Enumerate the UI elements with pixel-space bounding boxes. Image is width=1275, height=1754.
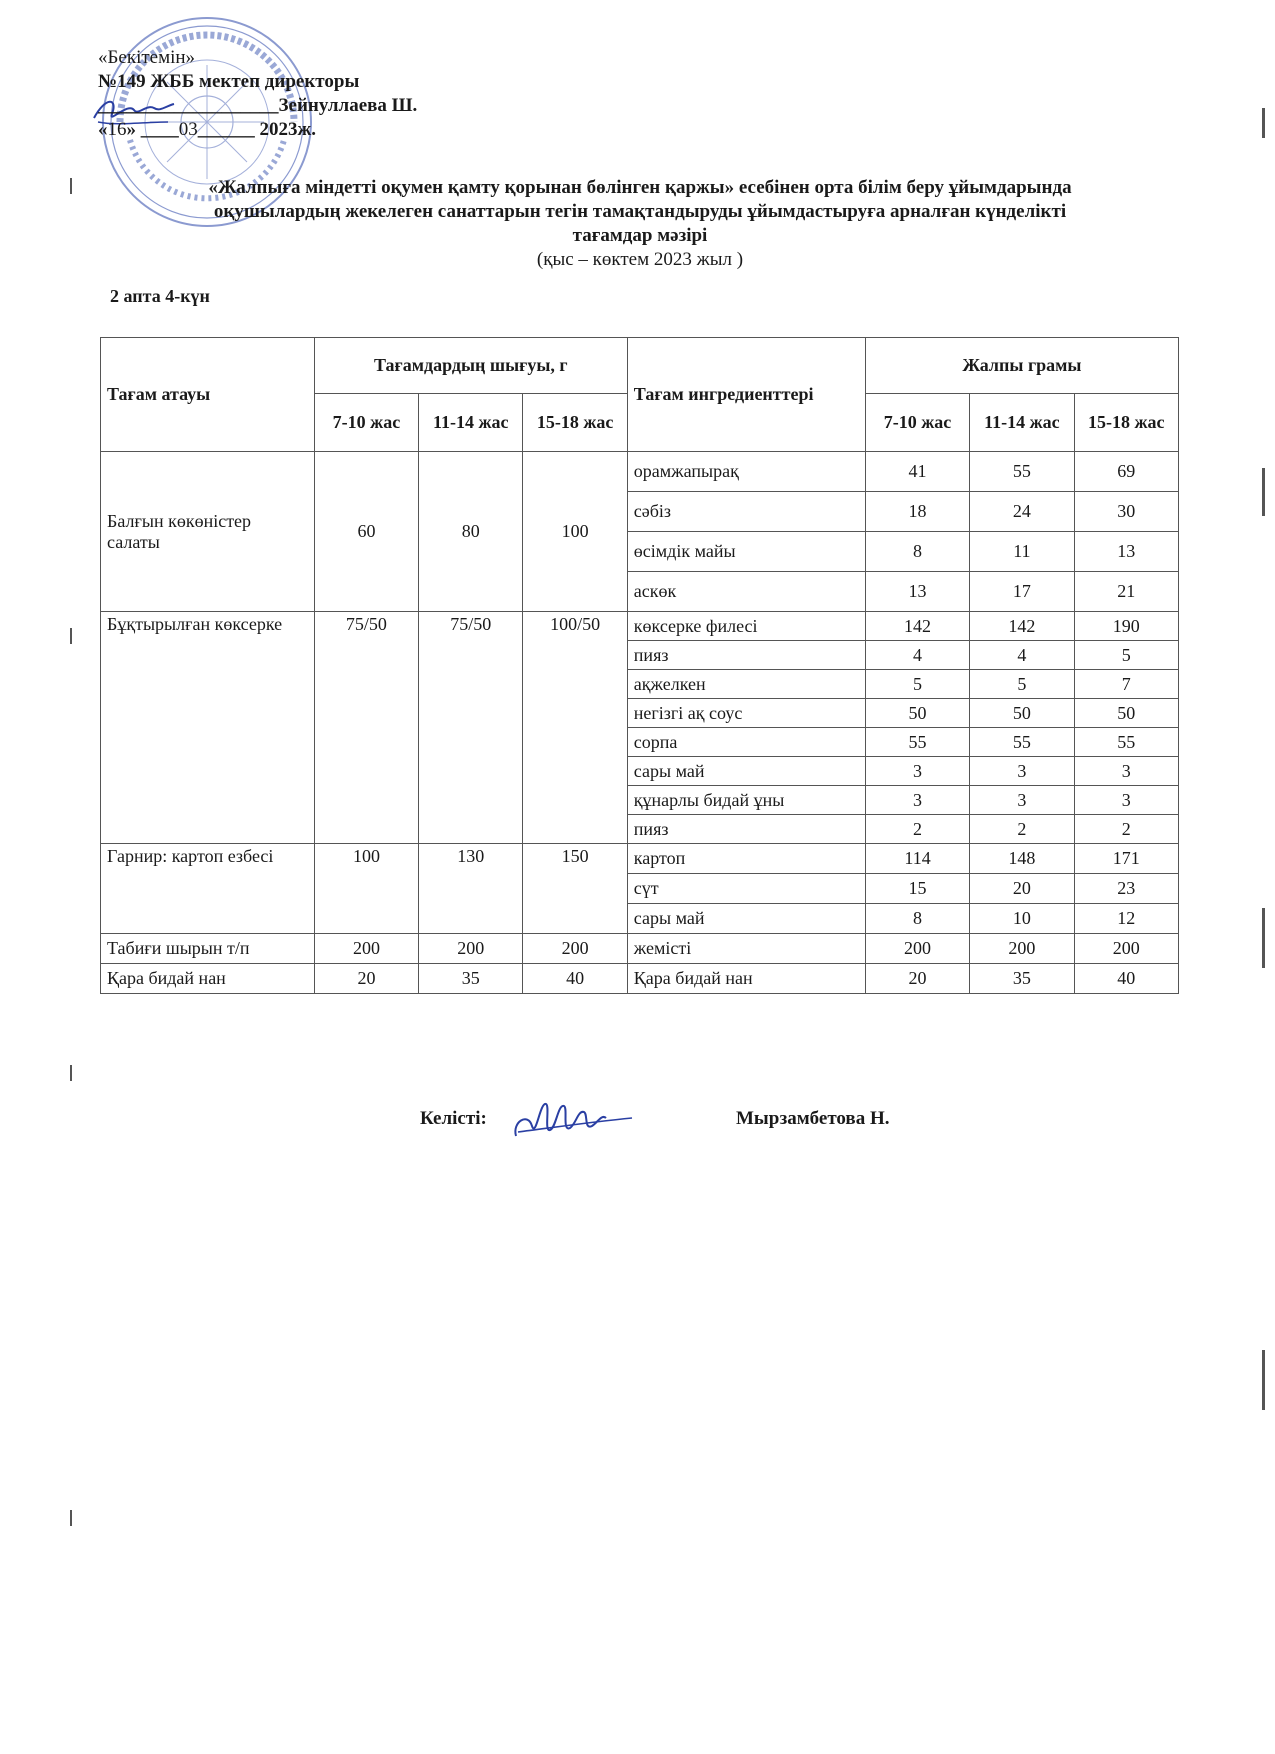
dish-output: 40: [523, 964, 627, 994]
header-output-age1: 7-10 жас: [314, 394, 418, 452]
ingredient-grams: 50: [865, 699, 969, 728]
dish-output: 200: [523, 934, 627, 964]
ingredient-grams: 5: [970, 670, 1074, 699]
ingredient-grams: 5: [865, 670, 969, 699]
ingredient-name: пияз: [627, 815, 865, 844]
approval-block: «Бекітемін» №149 ЖББ мектеп директоры ___________________Зейнуллаева Ш. «16» ____03______ 2023ж.: [98, 47, 418, 140]
dish-name: Бұқтырылған көксерке: [101, 612, 315, 844]
ingredient-grams: 5: [1074, 641, 1178, 670]
scan-mark: [70, 1065, 72, 1081]
ingredient-grams: 8: [865, 904, 969, 934]
ingredient-grams: 55: [1074, 728, 1178, 757]
ingredient-grams: 18: [865, 492, 969, 532]
ingredient-grams: 2: [865, 815, 969, 844]
dish-output: 60: [314, 452, 418, 612]
ingredient-grams: 55: [970, 452, 1074, 492]
ingredient-grams: 20: [865, 964, 969, 994]
ingredient-grams: 15: [865, 874, 969, 904]
scan-mark: [70, 1510, 72, 1526]
dish-name: Табиғи шырын т/п: [101, 934, 315, 964]
dish-output: 150: [523, 844, 627, 934]
title-line-2: оқушылардың жекелеген санаттарын тегін тамақтандыруды ұйымдастыруға арналған күнделікті: [213, 201, 1067, 222]
ingredient-grams: 171: [1074, 844, 1178, 874]
approval-name: Зейнуллаева Ш.: [278, 95, 418, 116]
header-output-age3: 15-18 жас: [523, 394, 627, 452]
header-total-age2: 11-14 жас: [970, 394, 1074, 452]
ingredient-grams: 50: [970, 699, 1074, 728]
dish-output: 100: [523, 452, 627, 612]
ingredient-grams: 20: [970, 874, 1074, 904]
ingredient-grams: 2: [970, 815, 1074, 844]
dish-output: 130: [419, 844, 523, 934]
ingredient-grams: 190: [1074, 612, 1178, 641]
document-title: [100, 176, 1180, 272]
ingredient-name: орамжапырақ: [627, 452, 865, 492]
ingredient-grams: 50: [1074, 699, 1178, 728]
dish-output: 80: [419, 452, 523, 612]
dish-output: 100/50: [523, 612, 627, 844]
header-ingredients: Тағам ингредиенттері: [627, 338, 865, 452]
scan-mark: [1262, 908, 1265, 968]
ingredient-grams: 2: [1074, 815, 1178, 844]
header-dish-output: Тағамдардың шығуы, г: [314, 338, 627, 394]
header-dish-name: Тағам атауы: [101, 338, 315, 452]
ingredient-grams: 40: [1074, 964, 1178, 994]
ingredient-grams: 23: [1074, 874, 1178, 904]
scan-mark: [70, 178, 72, 194]
table-header-row: [101, 338, 1179, 394]
ingredient-grams: 200: [1074, 934, 1178, 964]
ingredient-grams: 24: [970, 492, 1074, 532]
ingredient-grams: 3: [865, 786, 969, 815]
ingredient-name: сәбіз: [627, 492, 865, 532]
header-total-age1: 7-10 жас: [865, 394, 969, 452]
ingredient-grams: 142: [970, 612, 1074, 641]
ingredient-name: ақжелкен: [627, 670, 865, 699]
ingredient-grams: 41: [865, 452, 969, 492]
dish-output: 200: [419, 934, 523, 964]
table-row: [101, 964, 1179, 994]
dish-output: 35: [419, 964, 523, 994]
ingredient-grams: 10: [970, 904, 1074, 934]
dish-output: 100: [314, 844, 418, 934]
ingredient-name: пияз: [627, 641, 865, 670]
ingredient-grams: 3: [865, 757, 969, 786]
ingredient-name: құнарлы бидай ұны: [627, 786, 865, 815]
ingredient-grams: 55: [865, 728, 969, 757]
signature-icon: [510, 1092, 635, 1144]
ingredient-grams: 3: [1074, 757, 1178, 786]
ingredient-name: сары май: [627, 904, 865, 934]
dish-output: 75/50: [419, 612, 523, 844]
ingredient-grams: 7: [1074, 670, 1178, 699]
header-total-age3: 15-18 жас: [1074, 394, 1178, 452]
ingredient-name: жемісті: [627, 934, 865, 964]
table-row: [101, 452, 1179, 492]
dish-output: 20: [314, 964, 418, 994]
approval-date-month: 03: [178, 119, 198, 140]
ingredient-grams: 4: [970, 641, 1074, 670]
menu-table: [100, 337, 1179, 994]
ingredient-grams: 3: [970, 786, 1074, 815]
ingredient-grams: 3: [970, 757, 1074, 786]
ingredient-name: сары май: [627, 757, 865, 786]
title-line-3: тағамдар мәзірі: [572, 225, 708, 246]
ingredient-grams: 114: [865, 844, 969, 874]
table-row: [101, 934, 1179, 964]
dish-name: Гарнир: картоп езбесі: [101, 844, 315, 934]
approval-title: «Бекітемін»: [98, 47, 196, 68]
ingredient-grams: 148: [970, 844, 1074, 874]
ingredient-name: картоп: [627, 844, 865, 874]
approval-position: №149 ЖББ мектеп директоры: [98, 71, 360, 92]
approval-date-year: 2023ж.: [259, 119, 317, 140]
scan-mark: [1262, 108, 1265, 138]
ingredient-grams: 8: [865, 532, 969, 572]
ingredient-grams: 21: [1074, 572, 1178, 612]
dish-name: Балғын көкөністер салаты: [101, 452, 315, 612]
ingredient-grams: 200: [970, 934, 1074, 964]
ingredient-grams: 4: [865, 641, 969, 670]
ingredient-name: сүт: [627, 874, 865, 904]
approved-label: Келісті:: [420, 1108, 487, 1129]
ingredient-grams: 35: [970, 964, 1074, 994]
approval-date-day: 16: [107, 119, 127, 140]
scan-mark: [1262, 468, 1265, 516]
ingredient-grams: 69: [1074, 452, 1178, 492]
ingredient-name: көксерке филесі: [627, 612, 865, 641]
table-row: [101, 844, 1179, 874]
scan-mark: [1262, 1350, 1265, 1410]
ingredient-name: негізгі ақ соус: [627, 699, 865, 728]
ingredient-grams: 11: [970, 532, 1074, 572]
ingredient-grams: 12: [1074, 904, 1178, 934]
ingredient-grams: 13: [865, 572, 969, 612]
ingredient-name: сорпа: [627, 728, 865, 757]
dish-output: 75/50: [314, 612, 418, 844]
ingredient-grams: 13: [1074, 532, 1178, 572]
day-label: 2 апта 4-күн: [110, 286, 210, 306]
dish-output: 200: [314, 934, 418, 964]
title-line-1: «Жалпыға міндетті оқумен қамту қорынан бөлінген қаржы» есебінен орта білім беру ұйымдарында: [208, 177, 1072, 198]
approved-name: Мырзамбетова Н.: [736, 1108, 890, 1129]
ingredient-grams: 3: [1074, 786, 1178, 815]
scan-mark: [70, 628, 72, 644]
header-output-age2: 11-14 жас: [419, 394, 523, 452]
ingredient-name: өсімдік майы: [627, 532, 865, 572]
ingredient-grams: 142: [865, 612, 969, 641]
ingredient-grams: 17: [970, 572, 1074, 612]
ingredient-grams: 200: [865, 934, 969, 964]
header-total-grams: Жалпы грамы: [865, 338, 1178, 394]
ingredient-name: Қара бидай нан: [627, 964, 865, 994]
title-season: (қыс – көктем 2023 жыл ): [536, 249, 744, 270]
ingredient-grams: 30: [1074, 492, 1178, 532]
dish-name: Қара бидай нан: [101, 964, 315, 994]
table-row: [101, 612, 1179, 641]
ingredient-name: аскөк: [627, 572, 865, 612]
ingredient-grams: 55: [970, 728, 1074, 757]
